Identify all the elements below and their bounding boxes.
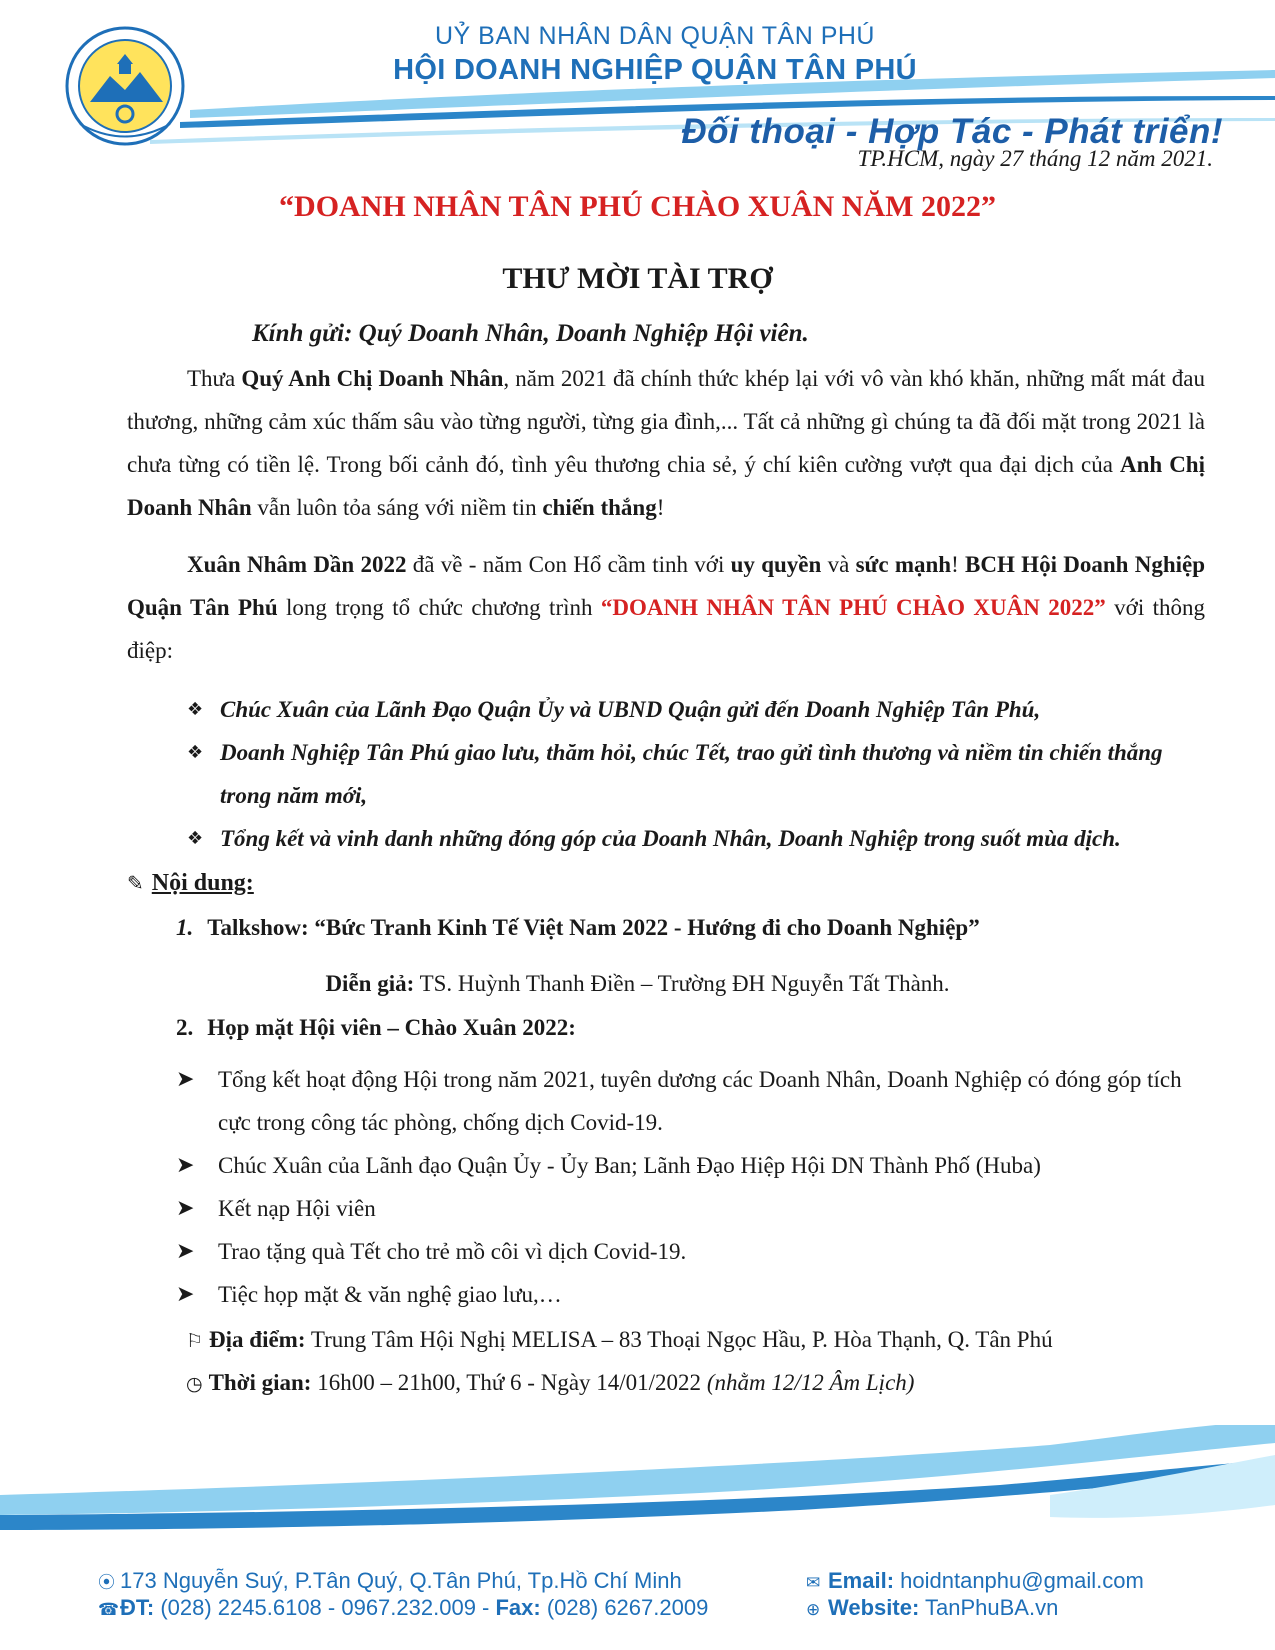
footer-phone — [98, 1595, 708, 1621]
website-label: Website: — [828, 1595, 920, 1620]
speaker-value: TS. Huỳnh Thanh Điền – Trường ĐH Nguyễn Tất Thành. — [414, 971, 950, 996]
bold-run: Anh Chị Doanh Nhân — [127, 452, 1205, 520]
bold-run: BCH Hội Doanh Nghiệp Quận Tân Phú — [127, 552, 1206, 620]
activity-text: Trao tặng quà Tết cho trẻ mồ côi vì dịch Covid-19. — [218, 1239, 687, 1264]
list-item — [176, 1187, 1206, 1230]
activity-text: Chúc Xuân của Lãnh đạo Quận Ủy - Ủy Ban; Lãnh Đạo Hiệp Hội DN Thành Phố (Huba) — [218, 1153, 1041, 1178]
slogan: Đối thoại - Hợp Tác - Phát triển! — [681, 112, 1223, 151]
diamond-bullet-icon: ❖ — [187, 699, 204, 720]
speaker-label: Diễn giả: — [325, 971, 415, 996]
intro-paragraph — [127, 357, 1205, 529]
list-item — [176, 1230, 1206, 1273]
flag-icon: ⚐ — [186, 1330, 204, 1352]
bold-run: uy quyền — [730, 552, 822, 577]
arrow-bullet-icon: ➤ — [176, 1239, 195, 1264]
event-time — [186, 1370, 914, 1396]
activity-text: Kết nạp Hội viên — [218, 1196, 376, 1221]
text-run: và — [821, 552, 856, 577]
item-text: Họp mặt Hội viên – Chào Xuân 2022: — [207, 1015, 576, 1040]
arrow-bullet-icon: ➤ — [176, 1153, 195, 1178]
text-run: vẫn luôn tỏa sáng với niềm tin — [251, 495, 543, 520]
event-location — [186, 1327, 1053, 1353]
arrow-bullet-icon: ➤ — [176, 1067, 195, 1092]
announcement-paragraph — [127, 543, 1205, 672]
bold-run: chiến thắng — [542, 495, 657, 520]
agenda-item-1 — [176, 915, 980, 941]
fax-value: (028) 6267.2009 — [540, 1595, 709, 1620]
globe-icon: ⊕ — [806, 1600, 821, 1619]
phone-value: (028) 2245.6108 - 0967.232.009 - — [154, 1595, 496, 1620]
message-text: Tổng kết và vinh danh những đóng góp của Doanh Nhân, Doanh Nghiệp trong suốt mùa dịch. — [220, 826, 1121, 851]
footer-website — [806, 1595, 1058, 1621]
content-heading — [127, 870, 254, 897]
address-text: 173 Nguyễn Suý, P.Tân Quý, Q.Tân Phú, Tp.Hồ Chí Minh — [120, 1568, 682, 1593]
organization-logo — [45, 24, 205, 149]
text-run: ! — [951, 552, 966, 577]
footer-email — [806, 1568, 1144, 1594]
list-item — [176, 1273, 1206, 1316]
arrow-bullet-icon: ➤ — [176, 1196, 195, 1221]
text-run: , năm 2021 đã chính thức khép lại với vô vàn khó khăn, những mất mát đau thương, những cảm xúc thấm sâu vào từng người, từng gia đình,... Tất cả những gì chúng ta đã đối mặt trong 2021 là chưa từng có tiền lệ. Trong bối cảnh đó, tình yêu thương chia sẻ, ý chí kiên cường vượt qua đại dịch của — [127, 366, 1205, 477]
letter-title: THƯ MỜI TÀI TRỢ — [502, 262, 773, 295]
time-label: Thời gian: — [208, 1370, 312, 1395]
text-run: long trọng tổ chức chương trình — [277, 595, 601, 620]
list-item — [187, 817, 1205, 860]
email-label: Email: — [828, 1568, 895, 1593]
event-title: “DOANH NHÂN TÂN PHÚ CHÀO XUÂN NĂM 2022” — [279, 190, 996, 223]
speaker-line — [0, 971, 1275, 997]
message-list — [187, 688, 1205, 860]
diamond-bullet-icon: ❖ — [187, 828, 204, 849]
event-name-highlight: “DOANH NHÂN TÂN PHÚ CHÀO XUÂN 2022” — [600, 595, 1106, 620]
email-value[interactable]: hoidntanphu@gmail.com — [894, 1568, 1144, 1593]
bold-run: sức mạnh — [855, 552, 952, 577]
activity-list — [176, 1058, 1206, 1316]
diamond-bullet-icon: ❖ — [187, 742, 204, 763]
bold-run: Quý Anh Chị Doanh Nhân — [241, 366, 504, 391]
location-value: Trung Tâm Hội Nghị MELISA – 83 Thoại Ngọc Hầu, P. Hòa Thạnh, Q. Tân Phú — [305, 1327, 1053, 1352]
message-text: Chúc Xuân của Lãnh Đạo Quận Ủy và UBND Quận gửi đến Doanh Nghiệp Tân Phú, — [220, 697, 1041, 722]
list-item — [176, 1144, 1206, 1187]
phone-label: ĐT: — [120, 1595, 155, 1620]
bold-run: Xuân Nhâm Dần 2022 — [187, 552, 407, 577]
list-item — [187, 731, 1205, 817]
item-text: Talkshow: “Bức Tranh Kinh Tế Việt Nam 2022 - Hướng đi cho Doanh Nghiệp” — [207, 915, 980, 940]
item-number: 2. — [176, 1015, 194, 1040]
clock-icon: ◷ — [186, 1373, 203, 1395]
phone-icon: ☎ — [98, 1600, 120, 1619]
website-value[interactable]: TanPhuBA.vn — [919, 1595, 1059, 1620]
lunar-date-note: (nhằm 12/12 Âm Lịch) — [706, 1370, 915, 1395]
list-item — [176, 1058, 1206, 1144]
salutation: Kính gửi: Quý Doanh Nhân, Doanh Nghiệp Hội viên. — [252, 320, 809, 347]
organization-parent-name: UỶ BAN NHÂN DÂN QUẬN TÂN PHÚ — [435, 22, 875, 50]
text-run: ! — [656, 495, 665, 520]
message-text: Doanh Nghiệp Tân Phú giao lưu, thăm hỏi, chúc Tết, trao gửi tình thương và niềm tin chiến thắng trong năm mới, — [220, 740, 1163, 808]
text-run: với thông điệp: — [127, 595, 1206, 663]
text-run: đã về - năm Con Hổ cầm tinh với — [406, 552, 731, 577]
time-value: 16h00 – 21h00, Thứ 6 - Ngày 14/01/2022 — [311, 1370, 707, 1395]
envelope-icon: ✉ — [806, 1573, 821, 1592]
footer-wave-decoration — [0, 1425, 1275, 1560]
pen-icon: ✎ — [127, 871, 144, 895]
fax-label: Fax: — [495, 1595, 541, 1620]
arrow-bullet-icon: ➤ — [176, 1282, 195, 1307]
agenda-item-2 — [176, 1015, 576, 1041]
organization-name: HỘI DOANH NGHIỆP QUẬN TÂN PHÚ — [393, 54, 917, 86]
activity-text: Tiệc họp mặt & văn nghệ giao lưu,… — [218, 1282, 562, 1307]
item-number: 1. — [176, 915, 194, 940]
location-pin-icon: ⦿ — [98, 1573, 115, 1592]
text-run: Thưa — [187, 366, 242, 391]
letter-date: TP.HCM, ngày 27 tháng 12 năm 2021. — [857, 146, 1213, 171]
activity-text: Tổng kết hoạt động Hội trong năm 2021, tuyên dương các Doanh Nhân, Doanh Nghiệp có đóng góp tích cực trong công tác phòng, chống dịch Covid-19. — [218, 1067, 1182, 1135]
list-item — [187, 688, 1205, 731]
content-heading-label: Nội dung: — [151, 870, 254, 896]
footer-address — [98, 1568, 682, 1594]
location-label: Địa điểm: — [209, 1327, 306, 1352]
